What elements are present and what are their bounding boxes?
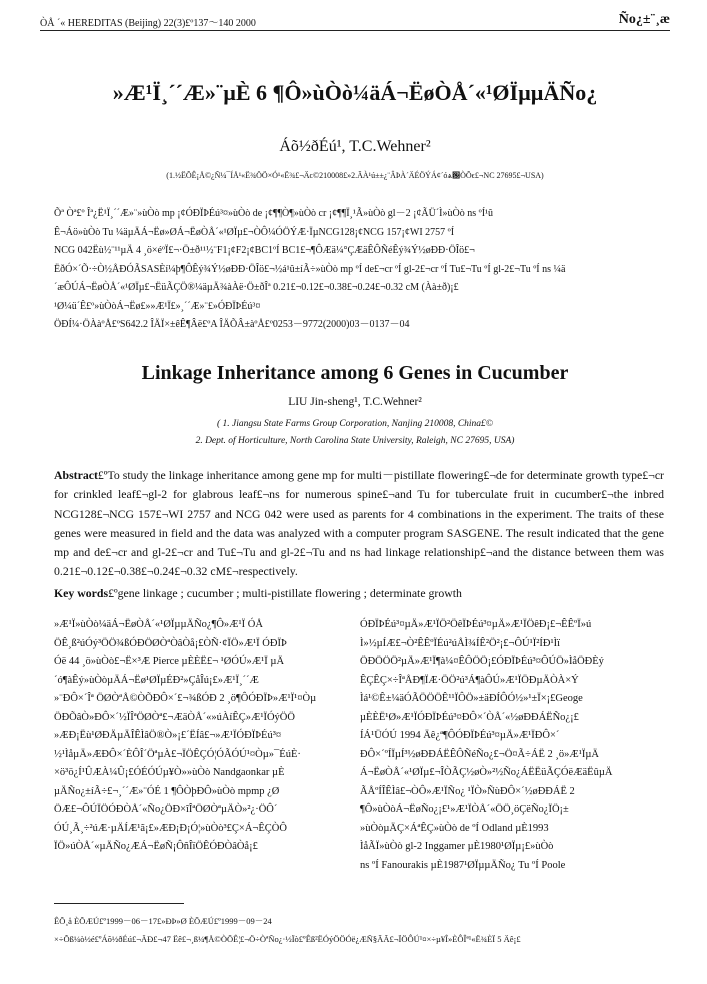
body-line: ÖÊ¸ß²úÓý³ÖÖ¾ßÓÐÖØÒªÒâÒå¡£ÒÑ·¢ÏÖ»Æ¹Ï ÓÐÏÞ	[54, 637, 287, 649]
body-line: Á¬ËøÒÅ´«¹ØÏµ£¬ÎÒÃÇ½øÒ»²½Ñо¿ÁËËüÃÇÓëÆäËûµÄ	[360, 767, 613, 778]
body-line: »Æ¹Ï»ùÒò¼äÁ¬ËøÒÅ´«¹ØÏµµÄÑо¿¶Ô»Æ¹Ï ÓÅ	[54, 619, 263, 630]
body-column-left	[54, 616, 354, 857]
body-line: ÖÆ£¬ÔÚÏÖÓÐÒÅ´«Ñо¿ÖÐ×îÎªÖØÒªµÄÒ»²¿·ÖÔ´	[54, 804, 278, 815]
body-line: ÐÔ×´ºÍÏµÍ³½øÐÐÁËÊÔÑéÑо¿£¬Ö¤Ã÷ÁË 2 ¸ö»Æ¹ÏµÄ	[360, 748, 600, 760]
body-line: µÈÈË¹Ø»Æ¹ÏÓÐÏÞÉú³¤ÐÔ×´ÒÅ´«½øÐÐÁËÑо¿¡£	[360, 711, 579, 723]
body-line: ´ó¶àÊý»ùÒòµÄÁ¬Ëø¹ØÏµÉÐ²»ÇåÎú¡£»Æ¹Ï¸´´Æ	[54, 674, 259, 686]
body-line: ÓÚ¸Ã¸÷²úÆ·µÄÍÆ¹ã¡£»ÆÐ¡Ð¡Ó¦»ùÒò³£Ç×Á¬ÊÇÒÔ	[54, 822, 287, 834]
garbled-keywords-line: ¹Ø¼ü´Ê£º»ùÒòÁ¬Ëø£»»Æ¹Ï£»¸´´Æ»¨£»ÓÐÏÞÉú³¤	[54, 300, 261, 312]
body-line: ns ºÍ Fanourakis µÈ1987¹ØÏµµÄÑо¿ Tu ºÍ Poole	[360, 859, 566, 871]
garbled-title: »Æ¹Ï¸´´Æ»¨µÈ 6 ¶Ô»ùÒò¼äÁ¬ËøÒÅ´«¹ØÏµµÄÑо¿	[112, 80, 598, 105]
garbled-classification-line: ÖÐÍ¼·ÖÀàºÅ£ºS642.2 ÎÄÏ×±êÊ¶Âë£ºA ÎÄÕÂ±àºÅ£º0253－9772(2000)03－0137－04	[54, 319, 410, 330]
footnote-rule	[54, 903, 184, 904]
running-head	[40, 12, 670, 30]
body-line: ×ö³ö¿Í¹ÛÆÀ¼Û¡£ÓÉÓÚµ¥Ò»»ùÒò Nandgaonkar µÈ	[54, 767, 285, 778]
body-line: ÖÐÖÖÖ²µÄ»Æ¹Ï¶à¼¤ÊÔÖÖ¡£ÓÐÏÞÉú³¤ÔÚÖ»ÌåÖÐÈý	[360, 656, 604, 667]
garbled-abstract-line: Ê¬Áö»ùÒò Tu ¼äµÄÁ¬Ëø»ØÁ¬ËøÒÅ´«¹ØÏµ£¬ÒÔ¼ÓÖÝÆ·ÏµNCG128¡¢NCG 157¡¢WI 2757 ºÍ	[54, 226, 455, 238]
garbled-abstract	[54, 205, 664, 335]
garbled-affiliation: (1.½ËÕÊ¡Å©¿Ñ¼¯ÍÅ¹«Ë¾ÖÖ×Ó¹«Ë¾£¬Äϲ©210008£»2.ÃÀ¹ú±±¿¨ÂÞÀ´ÄÉÖÝÁ¢´óѧ԰ÒÕϵ£¬NC 27695£¬USA)	[166, 171, 544, 180]
body-line: »ÆÐ¡Ëù¹ØÐÄµÄÎÊÌâÖ®Ò»¡£´ËÍâ£¬»Æ¹ÏÓÐÏÞÉú³¤	[54, 730, 282, 741]
header-rule	[40, 30, 670, 31]
body-line: ÓÐÏÞÉú³¤µÄ»Æ¹ÏÖ²ÖêÏÞÉú³¤µÄ»Æ¹ÏÖêÐ¡£¬ÊÊºÏ»ú	[360, 619, 592, 630]
footnotes	[54, 912, 674, 948]
abstract-text: £ºTo study the linkage inheritance among gene mp for multi－pistillate flowering£¬de for determinate growth type£¬cr for crinkled leaf£¬gl-2 for glabrous leaf£¬ns for numerous spine£¬and Tu for tuberculate fruit in cucumber£¬the inbred NCG128£¬NCG 157£¬WI 2757 and NCG 042 were used as parents for 4 combinations in the experiment. The traits of these genes were measured in field and the data was analyzed with a computer program SASGENE. The result indicated that the gene mp and de£¬cr and gl-2£¬cr and Tu£¬Tu and gl-2£¬Tu and ns had linkage relationship£¬and the distance between them was 0.21£¬0.12£¬0.38£¬0.24£¬0.32 cM£¬respectively.	[54, 468, 664, 579]
body-line: ÌåÃÏ»ùÒò gl-2 Inggamer µÈ1980¹ØÏµ¡£»ùÒò	[360, 841, 554, 852]
footnote-dates: ÊÕ¸å ÈÕÆÚ£º1999－06－17£»ÐÞ»Ø ÈÕÆÚ£º1999－09－24	[54, 916, 272, 926]
footnote-author-bio: ×÷Õß¼ò½é£ºÁõ½ðÉú£¬ÄÐ£¬47 Ëê£¬¸ß¼¶Å©ÒÕÊ¦£¬Ö÷ÒªÑо¿·½Ïò£ºÊß²ËÓýÖÖÓë¿ÆÑ§ÃÃ£¬ÏÖÔÚ¹¤×÷µ¥Î»ÈÔÎª¹«Ë¾ÈÏ 5 Äê¡£	[54, 934, 521, 944]
body-line: Óë 44 ¸ö»ùÒò£¬Ë×³Æ Pierce µÈÈË£¬ ¹ØÓÚ»Æ¹Ï µÄ	[54, 656, 285, 667]
body-line: ÍÁ¹ÜÓÚ 1994 Äê¿ª¶ÔÓÐÏÞÉú³¤µÄ»Æ¹ÏÐÔ×´	[360, 730, 560, 741]
body-line: »¨ÐÔ×´Îª ÖØÒªÅ©ÒÕÐÔ×´£¬¾ßÓÐ 2 ¸ö¶ÔÓÐÏÞ»Æ¹Ï¹¤Òµ	[54, 693, 317, 704]
affiliation-2: 2. Dept. of Horticulture, North Carolina State University, Raleigh, NC 27695, USA)	[195, 436, 515, 446]
english-abstract	[54, 466, 664, 582]
garbled-abstract-line: ËðÓ×´Õ·÷Ò½ÅÐÓÃSASÈí¼þ¶ÔÊý¾Ý½øÐÐ·ÖÎö£¬½á¹û±íÃ÷»ùÒò mp ºÍ de£¬cr ºÍ gl-2£¬cr ºÍ Tu£¬Tu ºÍ gl-2£¬Tu ºÍ ns ¼ä	[54, 263, 566, 275]
body-column-right	[360, 616, 660, 875]
garbled-abstract-line: Õª Òª£º Îª¿Ë¹Ï¸´´Æ»¨»ùÒò mp ¡¢ÓÐÏÞÉú³¤»ùÒò de ¡¢¶¶Ò¶»ùÒò cr ¡¢¶¶Ï¸¹Ã»ùÒò gl－2 ¡¢ÃÜ´Ì»ùÒò ns ºÍ¹û	[54, 208, 494, 219]
body-line: ÊÇÊÇ×÷ÎªÅÐ¶ÏÆ·ÖÖ²ú³Á¶àÔÚ»Æ¹ÏÖÐµÄÒÀ×Ý	[360, 674, 579, 686]
affiliation-1: ( 1. Jiangsu State Farms Group Corporation, Nanjing 210008, China£©	[216, 419, 494, 429]
keywords-label: Key words	[54, 586, 109, 600]
english-authors: LIU Jin-sheng¹, T.C.Wehner²	[288, 396, 422, 408]
keywords-text: £ºgene linkage ; cucumber ; multi-pistillate flowering ; determinate growth	[108, 586, 462, 600]
english-affiliations	[40, 416, 670, 450]
english-keywords	[54, 584, 664, 603]
garbled-abstract-line: ´æÔÚÁ¬ËøÒÅ´«¹ØÏµ£¬ËüÃÇÖ®¼äµÄ¾àÀë·Ö±ðÎª 0.21£¬0.12£¬0.38£¬0.24£¬0.32 cM (Àà±ð)¡£	[54, 282, 459, 293]
body-line: ½¹ÌåµÄ»ÆÐÔ×´ÈÔÎ´ÖªµÀ£¬ÏÖÊÇÓ¦ÓÃÓÚ¹¤Òµ»¯ÉúÈ·	[54, 748, 301, 760]
body-line: Ì»½µÍÆ£¬Ò²ÊÊºÏÉú²úÅÌ¾ÍÊ²Ö²¡£¬ÔÚ¹Ï²ÍÐ¹Ìï	[360, 637, 561, 649]
running-head-journal: ÒÅ ´« HEREDITAS (Beijing) 22(3)£º137～140 2000	[40, 18, 256, 29]
body-line: ÏÖ»úÒÅ´«µÄÑо¿ÆÁ¬ËøÑ¡ÔñÎïÖÊÓÐÒâÒå¡£	[54, 841, 258, 852]
body-line: »ùÒòµÄÇ×ÁªÊÇ»ùÒò de ºÍ Odland µÈ1993	[360, 822, 549, 834]
running-head-section: Ñо¿±¨¸æ	[618, 12, 670, 27]
abstract-label: Abstract	[54, 468, 98, 482]
body-line: Ìá¹©Ê±¼äÓÃÖÖÖÊ¹¹ÏÔÖ»±äÐÍÔÓ½»¹±Ï×¡£Geoge	[360, 693, 583, 704]
body-line: µÄÑо¿±íÃ÷£¬¸´´Æ»¨ÓÉ 1 ¶ÔÒþÐÔ»ùÒò mpmp ¿Ø	[54, 785, 280, 797]
body-line: ÃÅºÍÎÊÌâ£¬ÒÔ»Æ¹ÏÑо¿ ¹ÏÒ»ÑùÐÔ×´½øÐÐÁË 2	[360, 785, 575, 797]
body-line: ÖÐÕâÒ»ÐÔ×´½ÏÎªÖØÒª£¬ÆäÒÅ´«»úÀíÊÇ»Æ¹ÏÓýÖÖ	[54, 711, 295, 723]
body-line: ¶Ô»ùÒòÁ¬ËøÑо¿¡£¹»Æ¹ÏÒÅ´«ÖÖ¸öÇëÑо¿ÏÖ¡±	[360, 804, 569, 815]
garbled-authors: Áõ½ðÉú¹, T.C.Wehner²	[279, 138, 431, 155]
garbled-abstract-line: NCG 042Ëù½¨¹¹µÄ 4 ¸ö×éºÏ£¬·Ö±ð¹¹½¨F1¡¢F2¡¢BC1ºÍ BC1£¬¶ÔÆä¼°ÇÆäÊÔÑéÊý¾Ý½øÐÐ·ÖÎö£¬	[54, 245, 475, 256]
english-title: Linkage Inheritance among 6 Genes in Cucumber	[141, 362, 569, 384]
